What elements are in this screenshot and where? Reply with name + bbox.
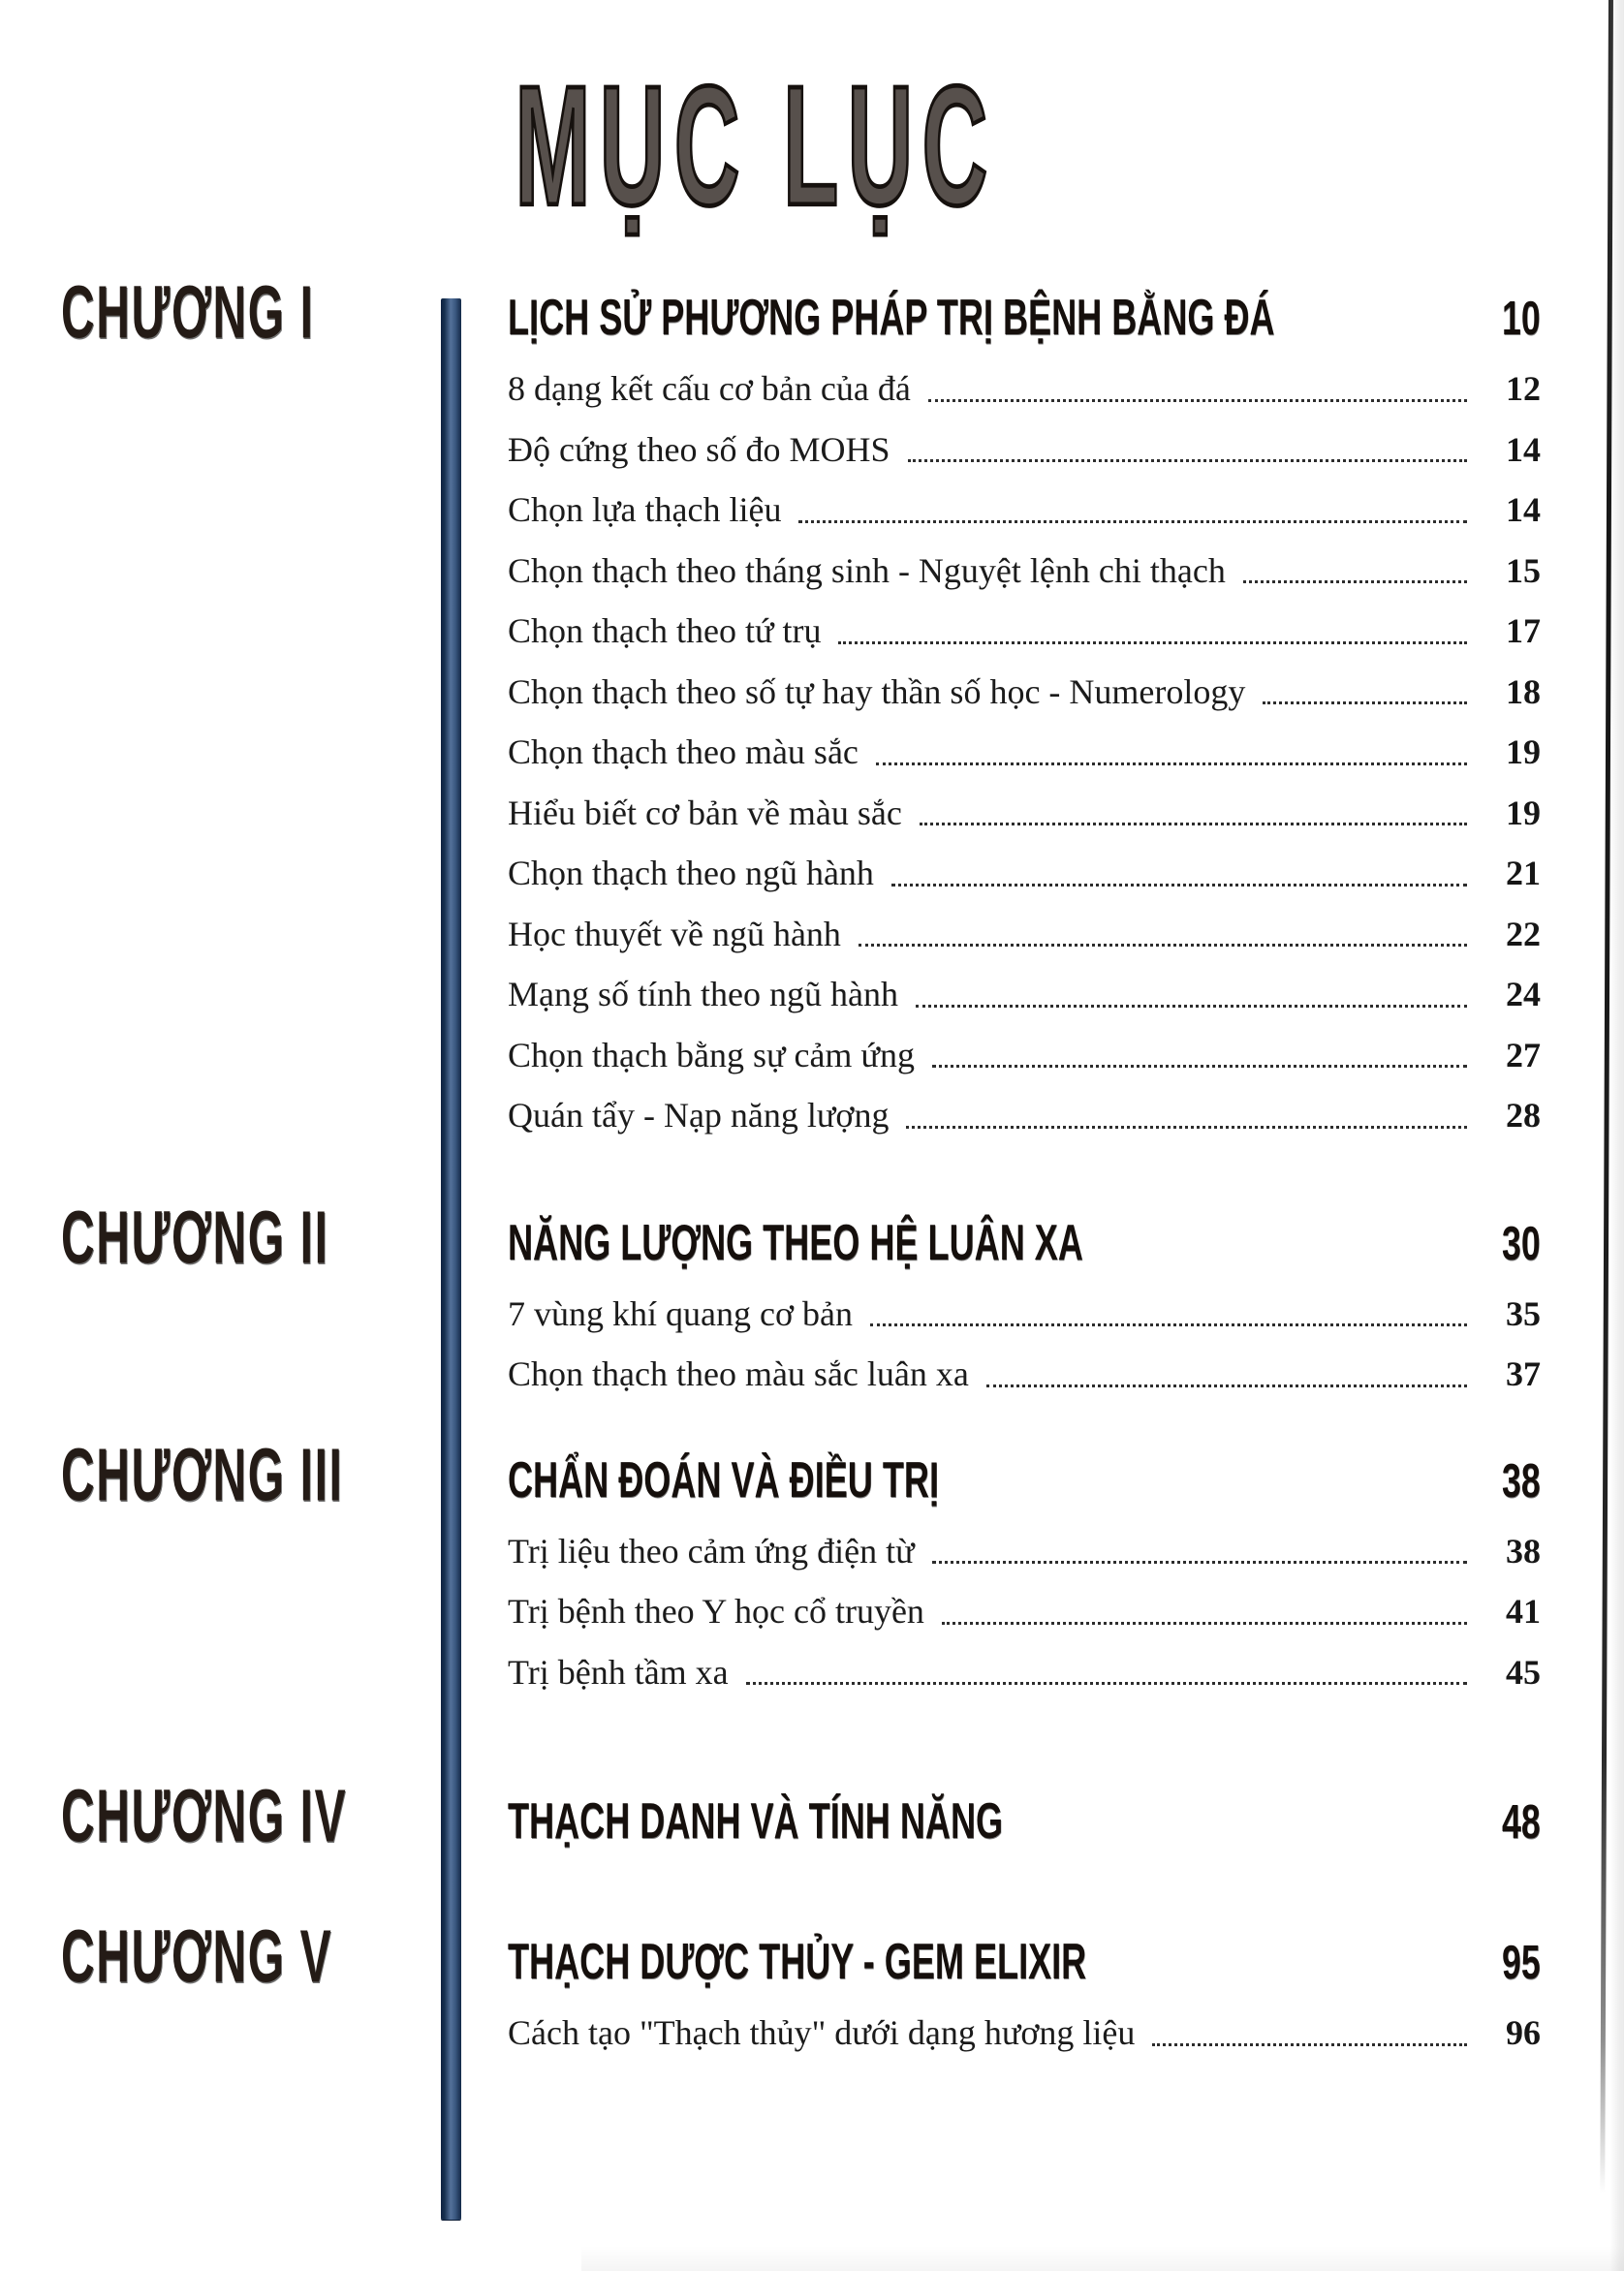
- toc-entry-page-number: 37: [1506, 1354, 1541, 1394]
- dotted-leader: [798, 520, 1467, 523]
- toc-entry-page-number: 14: [1506, 490, 1541, 530]
- toc-entry-page-number: 15: [1506, 550, 1541, 590]
- chapter-heading: NĂNG LƯỢNG THEO HỆ LUÂN XA: [508, 1214, 1083, 1271]
- chapter-page-number: 30: [1502, 1215, 1541, 1270]
- toc-entry-title: Trị bệnh tầm xa: [508, 1652, 729, 1692]
- toc-entry-title: Trị liệu theo cảm ứng điện từ: [508, 1531, 915, 1571]
- toc-entry-title: Chọn thạch theo màu sắc: [508, 732, 859, 772]
- toc-entry: [508, 1284, 1541, 1345]
- dotted-leader: [920, 823, 1467, 825]
- dotted-leader: [859, 944, 1467, 947]
- chapter-heading-row: [508, 291, 1541, 347]
- toc-entry: [508, 1521, 1541, 1582]
- chapter-label-text: CHƯƠNG IV: [61, 1774, 348, 1858]
- chapter-heading-row: [508, 1794, 1541, 1851]
- chapter-entries: [508, 358, 1541, 1146]
- toc-entry-title: Chọn thạch theo màu sắc luân xa: [508, 1354, 969, 1394]
- chapter-label-text: CHƯƠNG III: [61, 1432, 344, 1516]
- toc-entry-title: Mạng số tính theo ngũ hành: [508, 975, 898, 1014]
- toc-entry-title: Độ cứng theo số đo MOHS: [508, 429, 890, 469]
- dotted-leader: [916, 1005, 1467, 1008]
- toc-entry-page-number: 21: [1506, 854, 1541, 893]
- chapter-page-number: 38: [1502, 1452, 1541, 1508]
- toc-entry: [508, 722, 1541, 783]
- toc-entry-page-number: 45: [1506, 1652, 1541, 1692]
- chapter-entries: [508, 1284, 1541, 1405]
- toc-entry-page-number: 12: [1506, 369, 1541, 409]
- dotted-leader: [746, 1682, 1467, 1685]
- toc-entry: [508, 541, 1541, 602]
- toc-entry: [508, 1085, 1541, 1146]
- dotted-leader: [1263, 701, 1467, 704]
- chapter-section: [61, 1774, 1541, 1858]
- chapter-heading: CHẨN ĐOÁN VÀ ĐIỀU TRỊ: [508, 1451, 940, 1509]
- toc-entry-page-number: 24: [1506, 975, 1541, 1014]
- chapter-label-text: CHƯƠNG V: [61, 1914, 333, 1999]
- toc-entry-title: Chọn thạch theo số tự hay thần số học - Numerology: [508, 671, 1246, 711]
- content-column: [61, 0, 1541, 2064]
- chapter-entries: [508, 2003, 1541, 2064]
- chapter-heading: THẠCH DANH VÀ TÍNH NĂNG: [508, 1793, 1004, 1851]
- toc-entry: [508, 964, 1541, 1025]
- dotted-leader: [932, 1065, 1467, 1068]
- chapter-label: [61, 270, 502, 355]
- dotted-leader: [1152, 2043, 1467, 2046]
- chapter-heading: THẠCH DƯỢC THỦY - GEM ELIXIR: [508, 1934, 1087, 1991]
- toc-entry: [508, 783, 1541, 844]
- dotted-leader: [986, 1384, 1467, 1387]
- toc-entry: [508, 662, 1541, 723]
- toc-entry-page-number: 41: [1506, 1592, 1541, 1632]
- dotted-leader: [891, 884, 1467, 887]
- toc-entry: [508, 1344, 1541, 1405]
- dotted-leader: [1243, 580, 1467, 583]
- chapter-page-number: 95: [1502, 1935, 1541, 1989]
- chapter-heading-row: [508, 1216, 1541, 1272]
- toc-entry-page-number: 35: [1506, 1293, 1541, 1333]
- page-edge-shadow: [1609, 0, 1624, 2271]
- toc-entry: [508, 904, 1541, 965]
- chapter-page-number: 10: [1502, 291, 1541, 345]
- dotted-leader: [906, 1126, 1467, 1129]
- toc-entry-title: Chọn thạch theo ngũ hành: [508, 854, 874, 893]
- dotted-leader: [928, 399, 1467, 402]
- toc-entry-page-number: 19: [1506, 793, 1541, 832]
- toc-entry-page-number: 27: [1506, 1035, 1541, 1074]
- chapter-heading-row: [508, 1935, 1541, 1991]
- toc-entry-title: Trị bệnh theo Y học cổ truyền: [508, 1592, 924, 1632]
- dotted-leader: [876, 762, 1467, 765]
- page-bottom-shade: [581, 2246, 1624, 2271]
- toc-entry: [508, 1642, 1541, 1703]
- toc-entry-title: Cách tạo "Thạch thủy" dưới dạng hương liệu: [508, 2013, 1136, 2053]
- toc-entry-page-number: 22: [1506, 914, 1541, 953]
- dotted-leader: [942, 1622, 1467, 1625]
- toc-entry: [508, 843, 1541, 904]
- chapter-section: [61, 270, 1541, 1146]
- toc-entry-title: Chọn thạch theo tứ trụ: [508, 611, 822, 651]
- toc-entry-title: Học thuyết về ngũ hành: [508, 914, 841, 953]
- chapter-label-text: CHƯƠNG II: [61, 1195, 329, 1279]
- toc-entry-page-number: 17: [1506, 611, 1541, 651]
- toc-entry: [508, 420, 1541, 481]
- toc-entry-title: 7 vùng khí quang cơ bản: [508, 1293, 853, 1333]
- chapter-heading-row: [508, 1453, 1541, 1509]
- dotted-leader: [838, 641, 1467, 644]
- toc-entry: [508, 358, 1541, 420]
- chapter-section: [61, 1914, 1541, 2064]
- toc-entry-title: 8 dạng kết cấu cơ bản của đá: [508, 369, 911, 409]
- toc-entry-page-number: 19: [1506, 732, 1541, 772]
- chapter-label: [61, 1432, 502, 1516]
- page-title: MỤC LỤC: [515, 49, 997, 241]
- toc-entry-page-number: 14: [1506, 429, 1541, 469]
- toc-entry: [508, 2003, 1541, 2064]
- chapter-heading: LỊCH SỬ PHƯƠNG PHÁP TRỊ BỆNH BẰNG ĐÁ: [508, 290, 1275, 347]
- toc-entry: [508, 601, 1541, 662]
- chapter-page-number: 48: [1502, 1794, 1541, 1849]
- chapter-label: [61, 1195, 502, 1279]
- chapter-label-text: CHƯƠNG I: [61, 270, 315, 355]
- toc-entry-title: Chọn thạch theo tháng sinh - Nguyệt lệnh chi thạch: [508, 550, 1226, 590]
- chapter-section: [61, 1195, 1541, 1405]
- toc-entry-title: Hiểu biết cơ bản về màu sắc: [508, 793, 902, 832]
- chapter-entries: [508, 1521, 1541, 1703]
- toc-entry: [508, 480, 1541, 541]
- toc-entry-page-number: 18: [1506, 671, 1541, 711]
- dotted-leader: [908, 459, 1467, 462]
- toc-entry-title: Quán tẩy - Nạp năng lượng: [508, 1096, 890, 1136]
- toc-entry: [508, 1581, 1541, 1642]
- toc-entry-page-number: 38: [1506, 1531, 1541, 1571]
- dotted-leader: [932, 1561, 1467, 1564]
- dotted-leader: [870, 1323, 1467, 1326]
- toc-entry-title: Chọn thạch bằng sự cảm ứng: [508, 1035, 915, 1074]
- chapter-section: [61, 1432, 1541, 1703]
- chapter-label: [61, 1914, 502, 1999]
- chapter-label: [61, 1774, 502, 1858]
- toc-entry-page-number: 28: [1506, 1096, 1541, 1136]
- toc-entry: [508, 1025, 1541, 1086]
- toc-entry-title: Chọn lựa thạch liệu: [508, 490, 782, 530]
- toc-entry-page-number: 96: [1506, 2013, 1541, 2053]
